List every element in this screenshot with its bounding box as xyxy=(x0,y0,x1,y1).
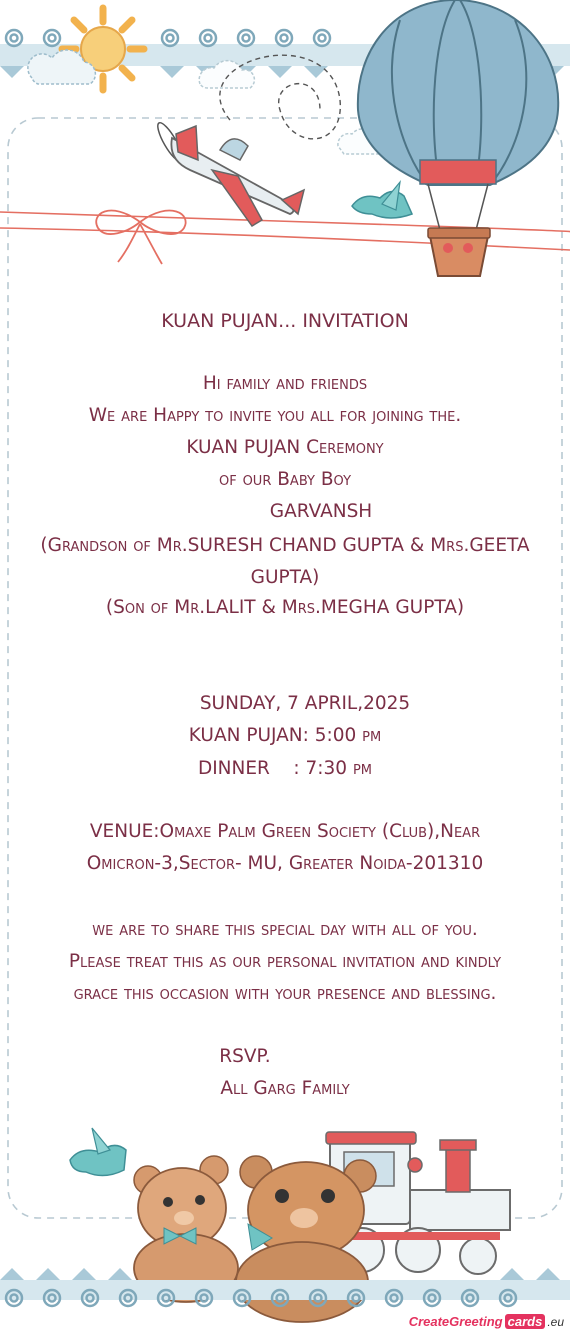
bird-icon xyxy=(70,1128,126,1176)
dinner-time: DINNER : 7:30 pm xyxy=(197,758,373,779)
venue-line-2: Omicron-3,Sector- MU, Greater Noida-201310 xyxy=(86,853,484,874)
share-line-3: grace this occasion with your presence and blessing. xyxy=(73,983,497,1004)
venue-line-1: VENUE:Omaxe Palm Green Society (Club),Near xyxy=(89,821,481,842)
baby-boy-line: of our Baby Boy xyxy=(218,469,352,490)
event-date: SUNDAY, 7 APRIL,2025 xyxy=(199,693,411,714)
son-line: (Son of Mr.LALIT & Mrs.MEGHA GUPTA) xyxy=(105,597,465,618)
share-line-2: Please treat this as our personal invitation and kindly xyxy=(68,951,502,972)
grandson-line: (Grandson of Mr.SURESH CHAND GUPTA & Mrs.GEETA GUPTA) xyxy=(40,535,530,588)
brand-text-1: CreateGreeting xyxy=(408,1314,503,1329)
brand-text-2: cards xyxy=(505,1314,546,1329)
cloud-icon xyxy=(199,61,382,154)
hot-air-balloon-icon xyxy=(358,0,558,276)
family-name: All Garg Family xyxy=(220,1078,350,1099)
ceremony-name: KUAN PUJAN Ceremony xyxy=(186,437,384,458)
rsvp-label: RSVP. xyxy=(219,1046,271,1067)
greeting-text: Hi family and friends xyxy=(202,373,368,394)
brand-text-3: .eu xyxy=(547,1314,564,1329)
baby-name: GARVANSH xyxy=(269,501,373,522)
share-line-1: we are to share this special day with all of you. xyxy=(92,919,478,940)
brand-watermark[interactable] xyxy=(409,1314,564,1329)
kuan-pujan-time: KUAN PUJAN: 5:00 pm xyxy=(188,725,382,746)
invitation-title: KUAN PUJAN... INVITATION xyxy=(161,310,409,332)
invite-line: We are Happy to invite you all for joining the. xyxy=(88,405,462,426)
ribbon-bow-icon xyxy=(96,211,185,264)
airplane-icon xyxy=(154,120,304,226)
bird-icon xyxy=(352,182,412,218)
